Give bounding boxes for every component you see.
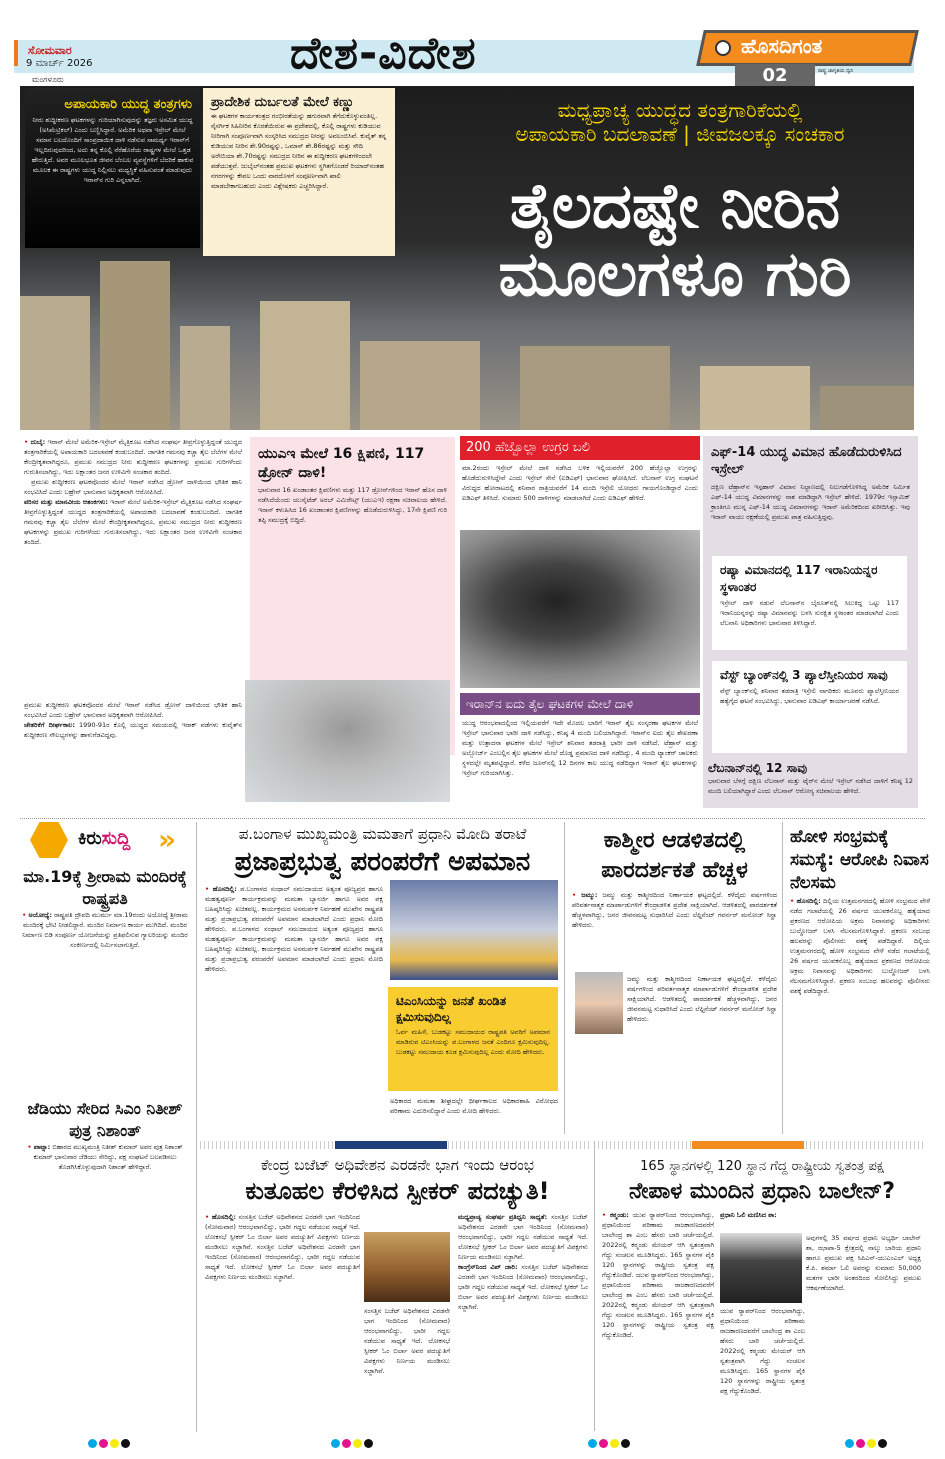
kashmir-body-text: ಜಮ್ಮು ಮತ್ತು ಕಾಶ್ಮೀರದಿಂದ ನಿರ್ಣಾಯಕ ಘಟ್ಟದಲ್ಲಿದೆ. ಕಳೆದೈದು ವರ್ಷಗಳಿಂದ ಪರಿವರ್ತನಾತ್ಮಕ ಮಾರ್ಪಾಡುಗಳಿಗೆ ಕೇಂದ್ರಾಡಳಿತ ಪ್ರದೇಶ ಸಾಕ್ಷಿಯಾಗಿದೆ. ಆಡಳಿತದಲ್ಲಿ ಪಾರದರ್ಶಕತೆ ಹೆಚ್ಚಳವಾಗಿದ್ದು, ಜನರ ಜೀವನಮಟ್ಟ ಸುಧಾರಿಸಿದೆ ಎಂದು ಲೆಫ್ಟಿನೆಂಟ್ ಗವರ್ನರ್ ಮನೋಜ್ ಸಿನ್ಹಾ ಹೇಳಿದರು. <box>572 891 777 929</box>
registration-marks <box>588 1439 630 1448</box>
russia-plane-card <box>712 556 907 650</box>
bengal-tail: ಅಧಿಕಾರದ ಮಮತಾ ಶೀಘ್ರದಲ್ಲೇ ಧೀರ್ಘಕಾಲದ ಅಧಿಕಾರಶಾಹಿ ವಿರೋಧದ ಪರಿಣಾಮ ಎದುರಿಸಲಿದ್ದಾರೆ ಎಂದು ಮೋದಿ ಹೇಳಿದರು. <box>390 1097 558 1115</box>
building-shape <box>20 296 90 430</box>
kiru-label-a: ಕಿರು <box>78 828 102 849</box>
lebanon-body: ಭಾನುವಾರ ಬೆಳಗ್ಗೆ ದಕ್ಷಿಣ ಲೆಬನಾನ್ ಮತ್ತು ಟೈರ್‌ನ ಮೇಲೆ ಇಸ್ರೇಲ್ ನಡೆಸಿದ ದಾಳಿಗೆ ಕನಿಷ್ಠ 12 ಮಂದಿ ಬಲಿಯಾಗಿದ್ದಾರೆ ಎಂದು ಲೆಬನಾನ್ ಆರೋಗ್ಯ ಸಚಿವಾಲಯ ಹೇಳಿದೆ. <box>708 777 913 795</box>
section-divider <box>20 818 925 820</box>
cyan-mark-icon <box>845 1439 854 1448</box>
bengal-kicker: ಪ.ಬಂಗಾಳ ಮುಖ್ಯಮಂತ್ರಿ ಮಮತಾಗೆ ಪ್ರಧಾನಿ ಮೋದಿ ತರಾಟೆ <box>238 825 527 843</box>
kiru-item <box>20 1098 190 1172</box>
holi-body <box>790 896 930 1134</box>
tmc-box-body: ಓರ್ವ ಮಹಿಳೆ, ಬುಡಕಟ್ಟು ಸಮುದಾಯದ ರಾಷ್ಟ್ರಪತಿ ಅವರಿಗೆ ಅಪಮಾನ ಮಾಡಿರುವ ಟಿಎಂಸಿಯನ್ನು ಪ.ಬಂಗಾಳದ ಜನತೆ ಎಂದಿಗೂ ಕ್ಷಮಿಸುವುದಿಲ್ಲ. ಬುಡಕಟ್ಟು ಸಮುದಾಯ ಕೂಡ ಕ್ಷಮಿಸುವುದಿಲ್ಲ ಎಂದು ಮೋದಿ ಹೇಳಿದರು. <box>396 1028 550 1056</box>
nepal-body-text: ಯುವ ರ‍್ಯಾಪರ್‌ನಿಂದ ಆರಂಭವಾಗಿದ್ದು, ಪ್ರಧಾನಿಯಿಂದ ಪರಿಣಾಮ ರಾಜಕಾರಣದವರೆಗೆ ಬಾಲೇಂದ್ರ ಶಾ ಎಂಬ ಹೆಸರು ಬಾರಿ ಚರ್ಚೆಯಲ್ಲಿದೆ. 2022ರಲ್ಲಿ ಕಠ್ಮಂಡು ಮೇಯರ್ ಆಗಿ ಸ್ವತಂತ್ರವಾಗಿ ಗೆದ್ದು ಸಂಚಲನ ಮೂಡಿಸಿದ್ದರು. 165 ಸ್ಥಾನಗಳ ಪೈಕಿ 120 ಸ್ಥಾನಗಳನ್ನು ರಾಷ್ಟ್ರೀಯ ಸ್ವತಂತ್ರ ಪಕ್ಷ ಗೆದ್ದುಕೊಂಡಿದೆ. <box>602 1211 714 1279</box>
f14-body: ದಕ್ಷಿಣ ಟೆಹ್ರಾನ್‌ನ ಇಸ್ಫಹಾನ್ ವಿಮಾನ ನಿಲ್ದಾಣದಲ್ಲಿ ನಿಲುಗಡೆಗೊಳಿಸಿದ್ದ ಅಮೆರಿಕ ನಿರ್ಮಿತ ಎಫ್-14 ಯುದ್ಧ ವಿಮಾನಗಳನ್ನು ನಾಶ ಮಾಡಿದ್ದಾಗಿ ಇಸ್ರೇಲ್ ಹೇಳಿದೆ. 1979ರ ಇಸ್ಲಾಮಿಕ್ ಕ್ರಾಂತಿಗೂ ಮುನ್ನ ಎಫ್-14 ಯುದ್ಧ ವಿಮಾನಗಳನ್ನು ಇರಾನ್ ಅಮೆರಿಕದಿಂದ ಖರೀದಿಸಿತ್ತು. ಇವು ಇರಾನ್ ವಾಯು ರಕ್ಷಣೆಯಲ್ಲಿ ಪ್ರಮುಖ ಪಾತ್ರ ವಹಿಸುತ್ತಿದ್ದವು. <box>711 483 910 521</box>
header-day: ಸೋಮವಾರ <box>28 44 72 57</box>
nepal-subhead-block <box>720 1210 920 1232</box>
black-mark-icon <box>878 1439 887 1448</box>
modi-photo <box>390 880 558 980</box>
lebanon-title: ಲೆಬನಾನ್‌ನಲ್ಲಿ 12 ಸಾವು <box>708 761 808 775</box>
kiru-item-title: ಮಾ.19ಕ್ಕೆ ಶ್ರೀರಾಮ ಮಂದಿರಕ್ಕೆ ರಾಷ್ಟ್ರಪತಿ <box>23 867 187 908</box>
lead-body-para1: ಇರಾನ್ ಮೇಲೆ ಅಮೆರಿಕ-ಇಸ್ರೇಲ್ ಮೈತ್ರಿಕೂಟ ನಡೆಸಿದ ಸಂಘರ್ಷ ತೀವ್ರಗೊಳ್ಳುತ್ತಿದ್ದಂತೆ ಯುದ್ಧದ ತಂತ್ರಗಾರಿಕೆಯಲ್ಲಿ ಅಪಾಯಕಾರಿ ಬದಲಾವಣೆ ಕಂಡುಬಂದಿದೆ. ಜಾಗತಿಕ ಗಮನವು ಕಚ್ಚಾ ತೈಲ ಬೆಲೆಗಳ ಮೇಲೆ ಕೇಂದ್ರೀಕೃತವಾಗಿದ್ದರೂ, ಪ್ರಮುಖ ಸಮುದ್ರದ ನೀರು ಶುದ್ಧೀಕರಣ ಘಟಕಗಳನ್ನು ಪ್ರಮುಖ ಗುರಿಗಳೆಂದು ಗುರುತಿಸಲಾಗಿದ್ದು, ಇದು ಲಕ್ಷಾಂತರ ಜನರ ಉಳಿವಿಗೇ ಸಂಚಕಾರ ತಂದಿದೆ. <box>24 438 242 476</box>
kiru-item-body: ಬಿಹಾರದ ಮುಖ್ಯಮಂತ್ರಿ ನಿತೀಶ್ ಕುಮಾರ್ ಅವರ ಪುತ್ರ ನಿಶಾಂತ್ ಕುಮಾರ್ ಭಾನುವಾರ ಜೆಡಿಯು ಸೇರಿದ್ದು, ಪಕ್ಷ ಸಂಘಟನೆ ಬಲಪಡಿಸಲು ತೊಡಗಿಸಿಕೊಳ್ಳುವುದಾಗಿ ನಿಶಾಂತ್ ಹೇಳಿದ್ದಾರೆ. <box>33 1143 183 1171</box>
uae-title: ಯುಎಇ ಮೇಲೆ 16 ಕ್ಷಿಪಣಿ, 117 ಡ್ರೋನ್ ದಾಳಿ! <box>258 446 425 481</box>
chevron-right-icon: » <box>158 823 177 856</box>
sinha-photo <box>575 972 623 1034</box>
nepal-subhead: ಪ್ರಧಾನಿ ಓಲಿ ಮಣಿಸಿದ ಶಾ: <box>720 1211 777 1219</box>
kashmir-body-cont: ಜಮ್ಮು ಮತ್ತು ಕಾಶ್ಮೀರದಿಂದ ನಿರ್ಣಾಯಕ ಘಟ್ಟದಲ್ಲಿದೆ. ಕಳೆದೈದು ವರ್ಷಗಳಿಂದ ಪರಿವರ್ತನಾತ್ಮಕ ಮಾರ್ಪಾಡುಗಳಿಗೆ ಕೇಂದ್ರಾಡಳಿತ ಪ್ರದೇಶ ಸಾಕ್ಷಿಯಾಗಿದೆ. ಆಡಳಿತದಲ್ಲಿ ಪಾರದರ್ಶಕತೆ ಹೆಚ್ಚಳವಾಗಿದ್ದು, ಜನರ ಜೀವನಮಟ್ಟ ಸುಧಾರಿಸಿದೆ ಎಂದು ಲೆಫ್ಟಿನೆಂಟ್ ಗವರ್ನರ್ ಮನೋಜ್ ಸಿನ್ಹಾ ಹೇಳಿದರು. <box>627 975 777 1023</box>
yellow-mark-icon <box>353 1439 362 1448</box>
page-number: 02 <box>735 64 815 88</box>
kiru-suddi-label <box>78 828 130 849</box>
tmc-box <box>388 987 558 1091</box>
building-shape <box>180 326 230 430</box>
building-shape <box>520 346 670 430</box>
kashmir-headline: ಕಾಶ್ಮೀರ ಆಡಳಿತದಲ್ಲಿ ಪಾರದರ್ಶಕತೆ ಹೆಚ್ಚಳ <box>601 828 748 883</box>
dateline-bullet-icon: • <box>22 911 29 919</box>
russia-plane-title: ರಷ್ಯಾ ವಿಮಾನದಲ್ಲಿ 117 ಇರಾನಿಯನ್ನರ ಸ್ಥಳಾಂತರ <box>720 563 878 594</box>
nepal-subhead-text: ಅವುಗಳಲ್ಲಿ 35 ವರ್ಷದ ಪ್ರಧಾನಿ ಅಭ್ಯರ್ಥಿ ಬಾಲೇನ್ ಶಾ, ಝಾಪಾ-5 ಕ್ಷೇತ್ರದಲ್ಲಿ ನಾಲ್ಕು ಬಾರಿಯ ಪ್ರಧಾನಿ ಹಾಗೂ ಪ್ರಮುಖ ಪಕ್ಷ ಸಿಪಿಎನ್-ಯುಎಂಎಲ್ ಅಧ್ಯಕ್ಷ ಕೆ.ಪಿ. ಶರ್ಮಾ ಓಲಿ ಅವರನ್ನು ಸುಮಾರು 50,000 ಮತಗಳ ಭಾರೀ ಅಂತರದಿಂದ ಸೋಲಿಸಿದ್ದು ಪ್ರಮುಖ ಆಕರ್ಷಣೆಯಾಗಿದೆ. <box>806 1234 921 1292</box>
magenta-mark-icon <box>99 1439 108 1448</box>
dateline-bullet-icon: • <box>205 885 213 893</box>
westbank-title: ವೆಸ್ಟ್ ಬ್ಯಾಂಕ್‌ನಲ್ಲಿ 3 ಪ್ಯಾಲೆಸ್ತೀನಿಯರ ಸಾವು <box>720 668 888 682</box>
lead-kicker-line2: ಅಪಾಯಕಾರಿ ಬದಲಾವಣೆ | ಜೀವಜಲಕ್ಕೂ ಸಂಚಕಾರ <box>515 122 845 146</box>
registration-marks <box>845 1439 887 1448</box>
building-shape <box>100 261 170 430</box>
lead-subhead2-text: 1990-91ರ ಕೊಲ್ಲಿ ಯುದ್ಧದ ಸಮಯದಲ್ಲಿ ಇರಾಕ್ ಪಡೆಗಳು ಕುವೈತ್‌ನ ಶುದ್ಧೀಕರಣ ಸೌಲಭ್ಯಗಳನ್ನು ಹಾಳುಗೆಡವಿದ್ದವು. <box>24 721 242 739</box>
budget-body-col3 <box>458 1212 588 1427</box>
paper-tagline: ರಾಷ್ಟ್ರ ಜಾಗೃತಿಯ ಧ್ವನಿ <box>818 68 854 74</box>
bengal-headline: ಪ್ರಜಾಪ್ರಭುತ್ವ ಪರಂಪರೆಗೆ ಅಪಮಾನ <box>234 847 531 877</box>
russia-plane-body: ಇಸ್ರೇಲ್ ದಾಳಿ ನಡುವೆ ಲೆಬನಾನ್‌ನ ಬೈರೂತ್‌ನಲ್ಲಿ ಸಿಲುಕಿದ್ದ ಒಟ್ಟು 117 ಇರಾನಿಯನ್ನರನ್ನು ರಷ್ಯಾ ವಿಮಾನವನ್ನು ಬಳಸಿ ಸುರಕ್ಷಿತ ಸ್ಥಳಾಂತರ ಮಾಡಲಾಗಿದೆ ಎಂದು ಲೆಬನಾನಿ ಅಧಿಕಾರಿಗಳು ಭಾನುವಾರ ತಿಳಿಸಿದ್ದಾರೆ. <box>720 599 899 627</box>
budget-strip-accent <box>335 1141 447 1149</box>
budget-kicker: ಕೇಂದ್ರ ಬಜೆಟ್ ಅಧಿವೇಶನ ಎರಡನೇ ಭಾಗ ಇಂದು ಆರಂಭ <box>260 1156 535 1174</box>
nepal-kicker: 165 ಸ್ಥಾನಗಳಲ್ಲಿ 120 ಸ್ಥಾನ ಗೆದ್ದ ರಾಷ್ಟ್ರೀಯ ಸ್ವತಂತ್ರ ಪಕ್ಷ <box>640 1159 884 1174</box>
cream-box-title: ಪ್ರಾದೇಶಿಕ ದುರ್ಬಲತೆ ಮೇಲೆ ಕಣ್ಣು <box>211 95 355 110</box>
iran-oil-title: ಇರಾನ್‌ನ ಐದು ತೈಲ ಘಟಕಗಳ ಮೇಲೆ ದಾಳಿ <box>460 693 700 715</box>
budget-body-text: ಸಂಸತ್ತಿನ ಬಜೆಟ್ ಅಧಿವೇಶನದ ಎರಡನೇ ಭಾಗ ಇಂದಿನಿಂದ (ಸೋಮವಾರ) ಆರಂಭವಾಗಲಿದ್ದು, ಭಾರೀ ಗದ್ದಲ ನಡೆಯುವ ಸಾಧ್ಯತೆ ಇದೆ. ಲೋಕಸಭೆ ಸ್ಪೀಕರ್ ಓಂ ಬಿರ್ಲಾ ಅವರ ಪದಚ್ಯುತಿಗೆ ವಿಪಕ್ಷಗಳು ನಿರ್ಣಯ ಮಂಡಿಸಲು ಸಜ್ಜಾಗಿವೆ. <box>205 1213 360 1251</box>
black-mark-icon <box>364 1439 373 1448</box>
budget-col3-text: ಸಂಸತ್ತಿನ ಬಜೆಟ್ ಅಧಿವೇಶನದ ಎರಡನೇ ಭಾಗ ಇಂದಿನಿಂದ (ಸೋಮವಾರ) ಆರಂಭವಾಗಲಿದ್ದು, ಭಾರೀ ಗದ್ದಲ ನಡೆಯುವ ಸಾಧ್ಯತೆ ಇದೆ. ಲೋಕಸಭೆ ಸ್ಪೀಕರ್ ಓಂ ಬಿರ್ಲಾ ಅವರ ಪದಚ್ಯುತಿಗೆ ವಿಪಕ್ಷಗಳು ನಿರ್ಣಯ ಮಂಡಿಸಲು ಸಜ್ಜಾಗಿವೆ. <box>458 1213 588 1261</box>
hezbollah-title: 200 ಹೆಜ್ಬೊಲ್ಲಾ ಉಗ್ರರ ಬಲಿ <box>460 436 700 460</box>
nepal-dateline: ಕಠ್ಮಂಡು: <box>609 1211 629 1219</box>
bengal-dateline: ಹೊಸದಿಲ್ಲಿ: <box>212 885 237 893</box>
lead-body-para2: ಪ್ರಮುಖ ಶುದ್ಧೀಕರಣ ಘಟಕವೊಂದರ ಮೇಲೆ ಇರಾನ್ ನಡೆಸಿದ ಡ್ರೋನ್ ದಾಳಿಯಿಂದ ಭೌತಿಕ ಹಾನಿ ಸಂಭವಿಸಿದೆ ಎಂದು ಬಹ್ರೇನ್ ಭಾನುವಾರ ಅಧಿಕೃತವಾಗಿ ಆರೋಪಿಸಿದೆ. <box>24 478 242 496</box>
lead-dateline: ದುಬೈ: <box>30 438 46 446</box>
nepal-body <box>602 1210 714 1425</box>
kiru-item <box>20 866 190 950</box>
budget-subhead2: ಕಾಂಗ್ರೆಸ್‌ನಿಂದ ವಿಪ್ ಜಾರಿ: <box>458 1263 518 1271</box>
cyan-mark-icon <box>331 1439 340 1448</box>
tmc-box-title: ಟಿಎಂಸಿಯನ್ನು ಜನತೆ ಖಂಡಿತ ಕ್ಷಮಿಸುವುದಿಲ್ಲ <box>396 994 507 1024</box>
iran-oil-body: ಯುದ್ಧ ಆರಂಭವಾದಲ್ಲಿಂದ ಇಲ್ಲಿಯವರೆಗೆ ಇದೇ ಮೊದಲ ಬಾರಿಗೆ ಇರಾನ್ ತೈಲ ಸಂಸ್ಕರಣಾ ಘಟಕಗಳ ಮೇಲೆ ಇಸ್ರೇಲ್ ಭಾನುವಾರ ಭಾರೀ ದಾಳಿ ನಡೆಸಿದ್ದು, ಕನಿಷ್ಠ 4 ಮಂದಿ ಬಲಿಯಾಗಿದ್ದಾರೆ. ಇರಾನ್‌ನ ಐದು ತೈಲ ಶೇಖರಣಾ ಮತ್ತು ಉತ್ಪಾದನಾ ಘಟಕಗಳ ಮೇಲೆ ಇಸ್ರೇಲ್ ಶನಿವಾರ ತಡರಾತ್ರಿ ಭಾರೀ ದಾಳಿ ನಡೆಸಿದೆ. ಟೆಹ್ರಾನ್ ಮತ್ತು ಅಲ್ಬೋರ್ಜ್ ಎಂಬಲ್ಲಿನ ತೈಲ ಘಟಕಗಳ ಮೇಲೆ ದೊಡ್ಡ ಪ್ರಮಾಣದ ದಾಳಿ ನಡೆದಿದ್ದು, 4 ಮಂದಿ ಟ್ಯಾಂಕರ್ ಚಾಲಕರು ಸ್ಥಳದಲ್ಲೇ ಮೃತಪಟ್ಟಿದ್ದಾರೆ. ಕಳೆದ ಜೂನ್‌ನಲ್ಲಿ 12 ದಿನಗಳ ಕಾಲ ಯುದ್ಧ ನಡೆದಿದ್ದಾಗ ಇರಾನ್ ತೈಲ ಘಟಕಗಳನ್ನು ಇಸ್ರೇಲ್ ಗುರಿಯಾಗಿಸಿತ್ತು. <box>462 719 698 777</box>
header-accent-bar <box>14 40 18 66</box>
westbank-body: ವೆಸ್ಟ್ ಬ್ಯಾಂಕ್‌ನಲ್ಲಿ ಶನಿವಾರ ತಡರಾತ್ರಿ ಇಸ್ರೇಲಿ ನಾಗರಿಕರು ಮೂವರು ಪ್ಯಾಲೆಸ್ತೀನಿಯರ ಹತ್ಯೆಗೈದ ಘಟನೆ ಸಂಭವಿಸಿದ್ದು, ಭಾನುವಾರ ಐಡಿಎಫ್ ಕಾರ್ಯಾಚರಣೆ ನಡೆಸಿದೆ. <box>720 687 899 705</box>
section-title: ದೇಶ-ವಿದೇಶ <box>290 28 477 79</box>
lead-body-para4: ಪ್ರಮುಖ ಶುದ್ಧೀಕರಣ ಘಟಕವೊಂದರ ಮೇಲೆ ಇರಾನ್ ನಡೆಸಿದ ಡ್ರೋನ್ ದಾಳಿಯಿಂದ ಭೌತಿಕ ಹಾನಿ ಸಂಭವಿಸಿದೆ ಎಂದು ಬಹ್ರೇನ್ ಭಾನುವಾರ ಅಧಿಕೃತವಾಗಿ ಆರೋಪಿಸಿದೆ. <box>24 701 242 719</box>
kashmir-body <box>572 890 777 972</box>
magenta-mark-icon <box>599 1439 608 1448</box>
budget-body-text2: ಸಂಸತ್ತಿನ ಬಜೆಟ್ ಅಧಿವೇಶನದ ಎರಡನೇ ಭಾಗ ಇಂದಿನಿಂದ (ಸೋಮವಾರ) ಆರಂಭವಾಗಲಿದ್ದು, ಭಾರೀ ಗದ್ದಲ ನಡೆಯುವ ಸಾಧ್ಯತೆ ಇದೆ. ಲೋಕಸಭೆ ಸ್ಪೀಕರ್ ಓಂ ಬಿರ್ಲಾ ಅವರ ಪದಚ್ಯುತಿಗೆ ವಿಪಕ್ಷಗಳು ನಿರ್ಣಯ ಮಂಡಿಸಲು ಸಜ್ಜಾಗಿವೆ. <box>205 1243 360 1281</box>
dateline-bullet-icon: • <box>24 438 31 446</box>
yellow-mark-icon <box>867 1439 876 1448</box>
header-city: ಮಂಗಳೂರು <box>32 75 64 84</box>
dark-box-body: ನೀರು ಶುದ್ಧೀಕರಣ ಘಟಕಗಳನ್ನು ಗುರಿಯಾಗಿಸುವುದನ್ನು ತಜ್ಞರು ಅಸಮಿತ ಯುದ್ಧ (ಅಸಿಮೆಟ್ರಿಕಲ್) ಎಂದು ಬಣ್ಣಿಸಿದ್ದಾರೆ. ಅಮೆರಿಕ ಅಥವಾ ಇಸ್ರೇಲ್ ಮೇಲೆ ಸಮಾನ ಬಲದೊಂದಿಗೆ ಸಾಂಪ್ರದಾಯಿಕ ದಾಳಿ ನಡೆಸುವ ಸಾಮರ್ಥ್ಯ ಇರಾನ್‌ಗೆ ಇಲ್ಲದಿರುವುದರಿಂದ, ಅದು ತನ್ನ ಕೊಲ್ಲಿ ನೆರೆಹೊರೆಯ ರಾಷ್ಟ್ರಗಳ ಮೇಲೆ ಒತ್ತಡ ಹೇರುತ್ತಿದೆ. ಅವರ ಮೂಲಭೂತ ಜೀವನ ಬೆಂಬಲ ವ್ಯವಸ್ಥೆಗಳಿಗೆ ಬೆದರಿಕೆ ಹಾಕುವ ಮೂಲಕ ಈ ರಾಷ್ಟ್ರಗಳು ಯುದ್ಧ ನಿಲ್ಲಿಸಲು ಮಧ್ಯಸ್ಥಿಕೆ ವಹಿಸುವಂತೆ ಮಾಡುವುದು ಇರಾನ್‌ನ ಗುರಿ ಎನ್ನಲಾಗಿದೆ. <box>31 116 194 184</box>
dark-sidebar-box <box>25 88 200 248</box>
black-mark-icon <box>121 1439 130 1448</box>
holi-body-text: ದಿಲ್ಲಿಯ ಉತ್ತಮನಗರದಲ್ಲಿ ಹೋಳಿ ಸಂಭ್ರಮದ ವೇಳೆ ನಡೆದ ಗಲಾಟೆಯಲ್ಲಿ 26 ವರ್ಷದ ಯುವಕನೊಬ್ಬ ಹತ್ಯೆಯಾದ ಪ್ರಕರಣದ ಆರೋಪಿಯ ಅಕ್ರಮ ನಿವಾಸವನ್ನು ಅಧಿಕಾರಿಗಳು ಬುಲ್ಡೋಜರ್ ಬಳಸಿ ನೆಲಸಮಗೊಳಿಸಿದ್ದಾರೆ. ಪ್ರಕರಣ ಸಂಬಂಧ ಹಲವರನ್ನು ಪೊಲೀಸರು ವಶಕ್ಕೆ ಪಡೆದಿದ್ದಾರೆ. <box>790 897 930 945</box>
building-shape <box>700 366 810 430</box>
dateline-bullet-icon: • <box>205 1213 212 1221</box>
magenta-mark-icon <box>856 1439 865 1448</box>
lead-headline <box>440 169 910 310</box>
cream-sidebar-box <box>203 88 395 256</box>
black-mark-icon <box>621 1439 630 1448</box>
column-rule <box>196 822 197 1432</box>
kiru-label-b: ಸುದ್ದಿ <box>101 828 131 849</box>
paper-name: ಹೊಸದಿಗಂತ <box>740 34 823 58</box>
kiru-item-dateline: ಪಾಟ್ನಾ: <box>33 1143 51 1151</box>
uae-body: ಭಾನುವಾರ 16 ಖಂಡಾಂತರ ಕ್ಷಿಪಣಿಗಳು ಮತ್ತು 117 ಡ್ರೋನ್‌ಗಳಿಂದ ಇರಾನ್ ಹೊಸ ದಾಳಿ ನಡೆಸಿದೆಯೆಂದು ಯುನೈಟೆಡ್ ಅರಬ್ ಎಮಿರೇಟ್ಸ್ (ಯುಎಇ) ರಕ್ಷಣಾ ಸಚಿವಾಲಯ ಹೇಳಿದೆ. ಇರಾನ್ ಕಳುಹಿಸಿದ 16 ಖಂಡಾಂತರ ಕ್ಷಿಪಣಿಗಳನ್ನು ಹೊಡೆದುರುಳಿಸಿದ್ದು, 17ನೇ ಕ್ಷಿಪಣಿ ಗುರಿ ತಪ್ಪಿ ಸಮುದ್ರಕ್ಕೆ ಬಿದ್ದಿದೆ. <box>258 486 447 524</box>
yellow-mark-icon <box>610 1439 619 1448</box>
balen-photo <box>720 1233 802 1303</box>
bengal-body-text2: ಪ.ಬಂಗಾಳದ ಸಂಥಾಲ್ ಸಮುದಾಯದ ಅತ್ಯಂತ ಪೂಜ್ಯಪ್ರದ ಹಾಗೂ ಮಹತ್ವಪೂರ್ಣ ಕಾರ್ಯಕ್ರಮವನ್ನು ಮಮತಾ ಬ್ಯಾನರ್ಜಿ ಹಾಗೂ ಅವರ ಪಕ್ಷ ಬಹಿಷ್ಕರಿಸಿದ್ದು ಖಚಿತವಲ್ಲ. ಕಾರ್ಯಕ್ರಮದ ಅಸಮರ್ಪಕ ನಿರ್ವಹಣೆ ಮುಖೇನ ರಾಷ್ಟ್ರಪತಿ ಮತ್ತು ಪ್ರಜಾಪ್ರಭುತ್ವ ಪರಂಪರೆಗೆ ಅಪಮಾನ ಮಾಡಲಾಗಿದೆ ಎಂದು ಪ್ರಧಾನಿ ಮೋದಿ ಹೇಳಿದರು. <box>205 925 383 973</box>
budget-body <box>205 1212 360 1427</box>
pinch-hand-icon <box>30 822 68 858</box>
dateline-bullet-icon: • <box>602 1211 610 1219</box>
header-date: 9 ಮಾರ್ಚ್ 2026 <box>26 58 93 69</box>
dateline-bullet-icon: • <box>790 897 797 905</box>
budget-dateline: ಹೊಸದಿಲ್ಲಿ: <box>211 1213 236 1221</box>
column-rule <box>564 822 565 1134</box>
lead-kicker-line1: ಮಧ್ಯಪ್ರಾಚ್ಯ ಯುದ್ಧದ ತಂತ್ರಗಾರಿಕೆಯಲ್ಲಿ <box>557 98 803 122</box>
yellow-mark-icon <box>110 1439 119 1448</box>
dark-box-title: ಅಪಾಯಕಾರಿ ಯುದ್ಧ ತಂತ್ರಗಳು <box>64 97 192 112</box>
lead-body-para3: ಇರಾನ್ ಮೇಲೆ ಅಮೆರಿಕ-ಇಸ್ರೇಲ್ ಮೈತ್ರಿಕೂಟ ನಡೆಸಿದ ಸಂಘರ್ಷ ತೀವ್ರಗೊಳ್ಳುತ್ತಿದ್ದಂತೆ ಯುದ್ಧದ ತಂತ್ರಗಾರಿಕೆಯಲ್ಲಿ ಅಪಾಯಕಾರಿ ಬದಲಾವಣೆ ಕಂಡುಬಂದಿದೆ. ಜಾಗತಿಕ ಗಮನವು ಕಚ್ಚಾ ತೈಲ ಬೆಲೆಗಳ ಮೇಲೆ ಕೇಂದ್ರೀಕೃತವಾಗಿದ್ದರೂ, ಪ್ರಮುಖ ಸಮುದ್ರದ ನೀರು ಶುದ್ಧೀಕರಣ ಘಟಕಗಳನ್ನು ಪ್ರಮುಖ ಗುರಿಗಳೆಂದು ಗುರುತಿಸಲಾಗಿದ್ದು, ಇದು ಲಕ್ಷಾಂತರ ಜನರ ಉಳಿವಿಗೇ ಸಂಚಕಾರ ತಂದಿದೆ. <box>24 498 242 546</box>
dateline-bullet-icon: • <box>27 1143 34 1151</box>
lead-body <box>24 437 242 677</box>
cream-box-body: ಈ ಘಟಕಗಳ ಕಾರ್ಯತಂತ್ರದ ಗಂಭೀರತೆಯನ್ನು ಹಗುರವಾಗಿ ತೆಗೆದುಕೊಳ್ಳುವಂತಿಲ್ಲ. ನೈಸರ್ಗಿಕ ಸಿಹಿನೀರಿನ ಕೊರತೆಯಿರುವ ಈ ಪ್ರದೇಶದಲ್ಲಿ, ಕೊಲ್ಲಿ ರಾಷ್ಟ್ರಗಳು ಕುಡಿಯುವ ನೀರಿಗಾಗಿ ಸಂಪೂರ್ಣವಾಗಿ ಸಂಸ್ಕರಿಸಿದ ಸಮುದ್ರದ ನೀರನ್ನು ಅವಲಂಬಿಸಿವೆ. ಕುವೈತ್ ತನ್ನ ಕುಡಿಯುವ ನೀರಿನ ಶೇ.90ರಷ್ಟನ್ನು, ಒಮಾನ್ ಶೇ.86ರಷ್ಟನ್ನು ಮತ್ತು ಸೌದಿ ಅರೇಬಿಯಾ ಶೇ.70ರಷ್ಟನ್ನು ಸಮುದ್ರದ ನೀರಿನ ಈ ಶುದ್ಧೀಕರಣ ಘಟಕಗಳಿಂದಲೇ ಪಡೆಯುತ್ತವೆ. ಜುಬೈಲ್‌ನಂತಹ ಪ್ರಮುಖ ಘಟಕಗಳು ಸ್ಥಗಿತಗೊಂಡರೆ ರಿಯಾದ್‌ನಂತಹ ನಗರಗಳನ್ನು ಕೇವಲ ಒಂದು ವಾರದೊಳಗೆ ಸಂಪೂರ್ಣವಾಗಿ ಖಾಲಿ ಮಾಡಬೇಕಾಗಬಹುದು ಎಂದು ವಿಶ್ಲೇಷಕರು ಎಚ್ಚರಿಸಿದ್ದಾರೆ. <box>211 112 387 190</box>
building-shape <box>260 301 350 430</box>
nepal-headline: ನೇಪಾಳ ಮುಂದಿನ ಪ್ರಧಾನಿ ಬಾಲೇನ್? <box>628 1179 895 1204</box>
lead-subhead: ಪರಿಸರ ಮತ್ತು ಮಾನವೀಯ ಆತಂಕಗಳು: <box>24 498 108 506</box>
hezbollah-body: ಮಾ.2ರಂದು ಇಸ್ರೇಲ್ ಮೇಲೆ ದಾಳಿ ನಡೆಸಿದ ಬಳಿಕ ಇಲ್ಲಿಯವರೆಗೆ 200 ಹೆಜ್ಬೊಲ್ಲಾ ಉಗ್ರರನ್ನು ಹೊಡೆದುರುಳಿಸಿದ್ದೇವೆ ಎಂದು ಇಸ್ರೇಲ್ ಸೇನೆ (ಐಡಿಎಫ್) ಭಾನುವಾರ ಘೋಷಿಸಿದೆ. ಲೆಬನಾನ್ ಉಗ್ರ ಸಂಘಟನೆ ವಿರುದ್ಧದ ಹೋರಾಟದಲ್ಲಿ ಶನಿವಾರ ರಾತ್ರಿಯವರೆಗೆ 14 ಮಂದಿ ಇಸ್ರೇಲಿ ಯೋಧರು ಗಾಯಗೊಂಡಿದ್ದಾರೆ ಎಂದು ಐಡಿಎಫ್ ತಿಳಿಸಿದೆ. ಸುಮಾರು 500 ದಾಳಿಗಳನ್ನು ಮಾಡಲಾಗಿದೆ ಎಂದು ಐಡಿಎಫ್ ಹೇಳಿದೆ. <box>462 464 698 502</box>
cyan-mark-icon <box>88 1439 97 1448</box>
lead-headline-line1: ತೈಲದಷ್ಟೇ ನೀರಿನ <box>509 169 841 242</box>
column-rule <box>594 1141 595 1431</box>
budget-body-cont: ಸಂಸತ್ತಿನ ಬಜೆಟ್ ಅಧಿವೇಶನದ ಎರಡನೇ ಭಾಗ ಇಂದಿನಿಂದ (ಸೋಮವಾರ) ಆರಂಭವಾಗಲಿದ್ದು, ಭಾರೀ ಗದ್ದಲ ನಡೆಯುವ ಸಾಧ್ಯತೆ ಇದೆ. ಲೋಕಸಭೆ ಸ್ಪೀಕರ್ ಓಂ ಬಿರ್ಲಾ ಅವರ ಪದಚ್ಯುತಿಗೆ ವಿಪಕ್ಷಗಳು ನಿರ್ಣಯ ಮಂಡಿಸಲು ಸಜ್ಜಾಗಿವೆ. <box>364 1307 450 1375</box>
budget-subhead: ಮಧ್ಯಪ್ರಾಚ್ಯ ಸಂಘರ್ಷ ಪ್ರತಿಧ್ವನಿ ಸಾಧ್ಯತೆ: <box>458 1213 548 1221</box>
masthead-logo <box>715 34 822 58</box>
column-rule <box>782 822 783 1134</box>
kashmir-dateline: ಜಮ್ಮು: <box>581 891 598 899</box>
lead-kicker <box>450 98 910 146</box>
building-shape <box>360 341 480 430</box>
lead-subhead2: ಚೇತರಿಕೆಗೆ ದೀರ್ಘಕಾಲ: <box>24 721 75 729</box>
kiru-item-dateline: ಅಯೋಧ್ಯೆ: <box>28 911 52 919</box>
logo-emblem-icon <box>715 40 731 56</box>
kiru-item-body: ರಾಷ್ಟ್ರಪತಿ ದ್ರೌಪದಿ ಮುರ್ಮು ಮಾ.19ರಂದು ಅಯೋಧ್ಯೆ ಶ್ರೀರಾಮ ಮಂದಿರಕ್ಕೆ ಭೇಟಿ ನೀಡಲಿದ್ದಾರೆ. ಮಂದಿರ ನಿರ್ಮಾಣ ಕಾರ್ಯ ಮುಗಿದಿದೆ. ಮಂದಿರ ನಿರ್ಮಾಣ ಬಿಡಿ ಸಂಪೂರ್ಣ ಯೋಜನೆಯನ್ನು ಪ್ರತಿಫಲಿಸುವ ಗ್ಯಾಲರಿಯನ್ನು ಮಂದಿರ ಸಂಕೀರ್ಣದಲ್ಲಿ ನಿರ್ಮಿಸಲಾಗುತ್ತಿದೆ. <box>22 911 188 949</box>
building-shape <box>820 386 914 430</box>
magenta-mark-icon <box>342 1439 351 1448</box>
holi-dateline: ಹೊಸದಿಲ್ಲಿ: <box>796 897 821 905</box>
nepal-body-cont: ಯುವ ರ‍್ಯಾಪರ್‌ನಿಂದ ಆರಂಭವಾಗಿದ್ದು, ಪ್ರಧಾನಿಯಿಂದ ಪರಿಣಾಮ ರಾಜಕಾರಣದವರೆಗೆ ಬಾಲೇಂದ್ರ ಶಾ ಎಂಬ ಹೆಸರು ಬಾರಿ ಚರ್ಚೆಯಲ್ಲಿದೆ. 2022ರಲ್ಲಿ ಕಠ್ಮಂಡು ಮೇಯರ್ ಆಗಿ ಸ್ವತಂತ್ರವಾಗಿ ಗೆದ್ದು ಸಂಚಲನ ಮೂಡಿಸಿದ್ದರು. 165 ಸ್ಥಾನಗಳ ಪೈಕಿ 120 ಸ್ಥಾನಗಳನ್ನು ರಾಷ್ಟ್ರೀಯ ಸ್ವತಂತ್ರ ಪಕ್ಷ ಗೆದ್ದುಕೊಂಡಿದೆ. <box>720 1307 805 1395</box>
oil-fire-photo <box>460 530 700 688</box>
lead-headline-line2: ಮೂಲಗಳೂ ಗುರಿ <box>498 237 852 310</box>
cyan-mark-icon <box>588 1439 597 1448</box>
holi-headline: ಹೋಳಿ ಸಂಭ್ರಮಕ್ಕೆ ಸಮಸ್ಯೆ: ಆರೋಪಿ ನಿವಾಸ ನೆಲಸಮ <box>790 827 929 893</box>
dateline-bullet-icon: • <box>572 891 582 899</box>
f14-title: ಎಫ್-14 ಯುದ್ಧ ವಿಮಾನ ಹೊಡೆದುರುಳಿಸಿದ ಇಸ್ರೇಲ್ <box>711 445 902 477</box>
lead-body-tail <box>24 700 242 810</box>
budget-headline: ಕುತೂಹಲ ಕೆರಳಿಸಿದ ಸ್ಪೀಕರ್ ಪದಚ್ಯುತಿ! <box>245 1177 550 1205</box>
westbank-card <box>712 661 907 753</box>
lebanon-story <box>708 760 913 796</box>
registration-marks <box>331 1439 373 1448</box>
nepal-strip-accent <box>692 1141 804 1149</box>
registration-marks <box>88 1439 130 1448</box>
bengal-body <box>205 884 383 1134</box>
budget-col3-text2: ಸಂಸತ್ತಿನ ಬಜೆಟ್ ಅಧಿವೇಶನದ ಎರಡನೇ ಭಾಗ ಇಂದಿನಿಂದ (ಸೋಮವಾರ) ಆರಂಭವಾಗಲಿದ್ದು, ಭಾರೀ ಗದ್ದಲ ನಡೆಯುವ ಸಾಧ್ಯತೆ ಇದೆ. ಲೋಕಸಭೆ ಸ್ಪೀಕರ್ ಓಂ ಬಿರ್ಲಾ ಅವರ ಪದಚ್ಯುತಿಗೆ ವಿಪಕ್ಷಗಳು ನಿರ್ಣಯ ಮಂಡಿಸಲು ಸಜ್ಜಾಗಿವೆ. <box>458 1263 588 1311</box>
bengal-body-text: ಪ.ಬಂಗಾಳದ ಸಂಥಾಲ್ ಸಮುದಾಯದ ಅತ್ಯಂತ ಪೂಜ್ಯಪ್ರದ ಹಾಗೂ ಮಹತ್ವಪೂರ್ಣ ಕಾರ್ಯಕ್ರಮವನ್ನು ಮಮತಾ ಬ್ಯಾನರ್ಜಿ ಹಾಗೂ ಅವರ ಪಕ್ಷ ಬಹಿಷ್ಕರಿಸಿದ್ದು ಖಚಿತವಲ್ಲ. ಕಾರ್ಯಕ್ರಮದ ಅಸಮರ್ಪಕ ನಿರ್ವಹಣೆ ಮುಖೇನ ರಾಷ್ಟ್ರಪತಿ ಮತ್ತು ಪ್ರಜಾಪ್ರಭುತ್ವ ಪರಂಪರೆಗೆ ಅಪಮಾನ ಮಾಡಲಾಗಿದೆ ಎಂದು ಪ್ರಧಾನಿ ಮೋದಿ ಹೇಳಿದರು. <box>205 885 383 933</box>
smoke-photo-small <box>245 680 450 802</box>
parliament-photo <box>364 1232 450 1302</box>
holi-body-text2: ದಿಲ್ಲಿಯ ಉತ್ತಮನಗರದಲ್ಲಿ ಹೋಳಿ ಸಂಭ್ರಮದ ವೇಳೆ ನಡೆದ ಗಲಾಟೆಯಲ್ಲಿ 26 ವರ್ಷದ ಯುವಕನೊಬ್ಬ ಹತ್ಯೆಯಾದ ಪ್ರಕರಣದ ಆರೋಪಿಯ ಅಕ್ರಮ ನಿವಾಸವನ್ನು ಅಧಿಕಾರಿಗಳು ಬುಲ್ಡೋಜರ್ ಬಳಸಿ ನೆಲಸಮಗೊಳಿಸಿದ್ದಾರೆ. ಪ್ರಕರಣ ಸಂಬಂಧ ಹಲವರನ್ನು ಪೊಲೀಸರು ವಶಕ್ಕೆ ಪಡೆದಿದ್ದಾರೆ. <box>790 937 930 995</box>
kiru-item-title: ಜೆಡಿಯು ಸೇರಿದ ಸಿಎಂ ನಿತೀಶ್ ಪುತ್ರ ನಿಶಾಂತ್ <box>27 1099 183 1140</box>
nepal-body-text2: ಯುವ ರ‍್ಯಾಪರ್‌ನಿಂದ ಆರಂಭವಾಗಿದ್ದು, ಪ್ರಧಾನಿಯಿಂದ ಪರಿಣಾಮ ರಾಜಕಾರಣದವರೆಗೆ ಬಾಲೇಂದ್ರ ಶಾ ಎಂಬ ಹೆಸರು ಬಾರಿ ಚರ್ಚೆಯಲ್ಲಿದೆ. 2022ರಲ್ಲಿ ಕಠ್ಮಂಡು ಮೇಯರ್ ಆಗಿ ಸ್ವತಂತ್ರವಾಗಿ ಗೆದ್ದು ಸಂಚಲನ ಮೂಡಿಸಿದ್ದರು. 165 ಸ್ಥಾನಗಳ ಪೈಕಿ 120 ಸ್ಥಾನಗಳನ್ನು ರಾಷ್ಟ್ರೀಯ ಸ್ವತಂತ್ರ ಪಕ್ಷ ಗೆದ್ದುಕೊಂಡಿದೆ. <box>602 1271 714 1339</box>
